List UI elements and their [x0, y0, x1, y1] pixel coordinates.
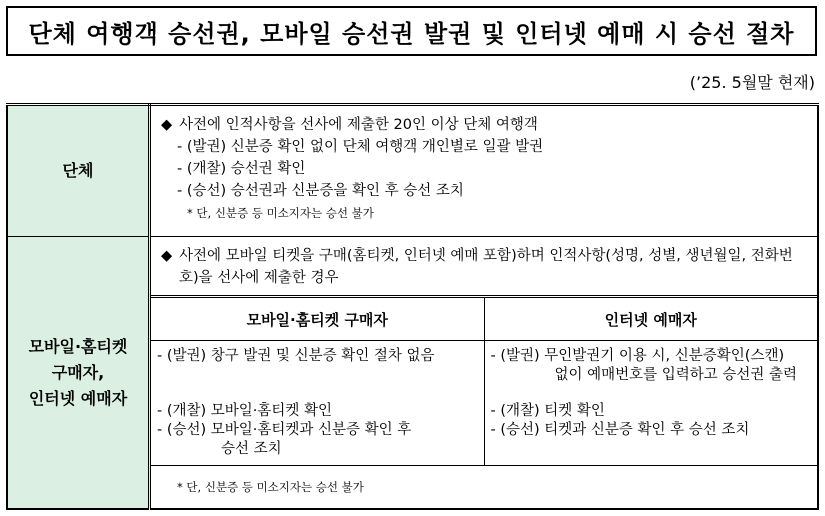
- col1-item: - (발권) 창구 발권 및 신분증 확인 절차 없음: [157, 348, 435, 364]
- diamond-bullet-icon: ◆: [161, 117, 173, 133]
- group-content: [150, 105, 819, 237]
- mobile-label: [7, 237, 150, 510]
- date-note: (’25. 5월말 현재): [689, 73, 815, 92]
- col2-item: 없이 예매번호를 입력하고 승선권 출력: [554, 367, 798, 383]
- col2-item: - (발권) 무인발권기 이용 시, 신분증확인(스캔): [490, 348, 785, 364]
- mobile-note: * 단, 신분증 등 미소지자는 승선 불가: [151, 466, 817, 509]
- mobile-label-line: 인터넷 예매자: [28, 388, 128, 408]
- col1-item: - (승선) 모바일·홈티켓과 신분증 확인 후: [157, 422, 412, 438]
- col1-cell: [151, 341, 484, 466]
- mobile-label-line: 모바일·홈티켓: [28, 336, 128, 356]
- diamond-bullet-icon: ◆: [161, 248, 173, 264]
- col1-item: 승선 조치: [221, 441, 282, 457]
- col2-item: - (개찰) 티켓 확인: [490, 403, 605, 419]
- procedure-table: [6, 103, 819, 510]
- col1-item: - (개찰) 모바일·홈티켓 확인: [157, 403, 333, 419]
- group-note: * 단, 신분증 등 미소지자는 승선 불가: [187, 206, 374, 220]
- mobile-subtable: [151, 295, 817, 508]
- mobile-main-text: 사전에 모바일 티켓을 구매(홈티켓, 인터넷 예매 포함)하며 인적사항(성명, 성별, 생년월일, 전화번호)을 선사에 제출한 경우: [179, 248, 793, 286]
- col1-header: 모바일·홈티켓 구매자: [151, 297, 484, 341]
- col2-cell: [484, 341, 817, 466]
- page-title: 단체 여행객 승선권, 모바일 승선권 발권 및 인터넷 예매 시 승선 절차: [6, 6, 817, 56]
- mobile-content: [150, 237, 819, 510]
- group-item: - (승선) 승선권과 신분증을 확인 후 승선 조치: [177, 183, 464, 199]
- group-item: - (개찰) 승선권 확인: [177, 161, 306, 177]
- group-main-text: 사전에 인적사항을 선사에 제출한 20인 이상 단체 여행객: [179, 117, 538, 133]
- group-item: - (발권) 신분증 확인 없이 단체 여행객 개인별로 일괄 발권: [177, 139, 544, 155]
- mobile-label-line: 구매자,: [51, 362, 105, 382]
- col2-item: - (승선) 티켓과 신분증 확인 후 승선 조치: [490, 422, 750, 438]
- col2-header: 인터넷 예매자: [484, 297, 817, 341]
- group-label: 단체: [7, 105, 150, 237]
